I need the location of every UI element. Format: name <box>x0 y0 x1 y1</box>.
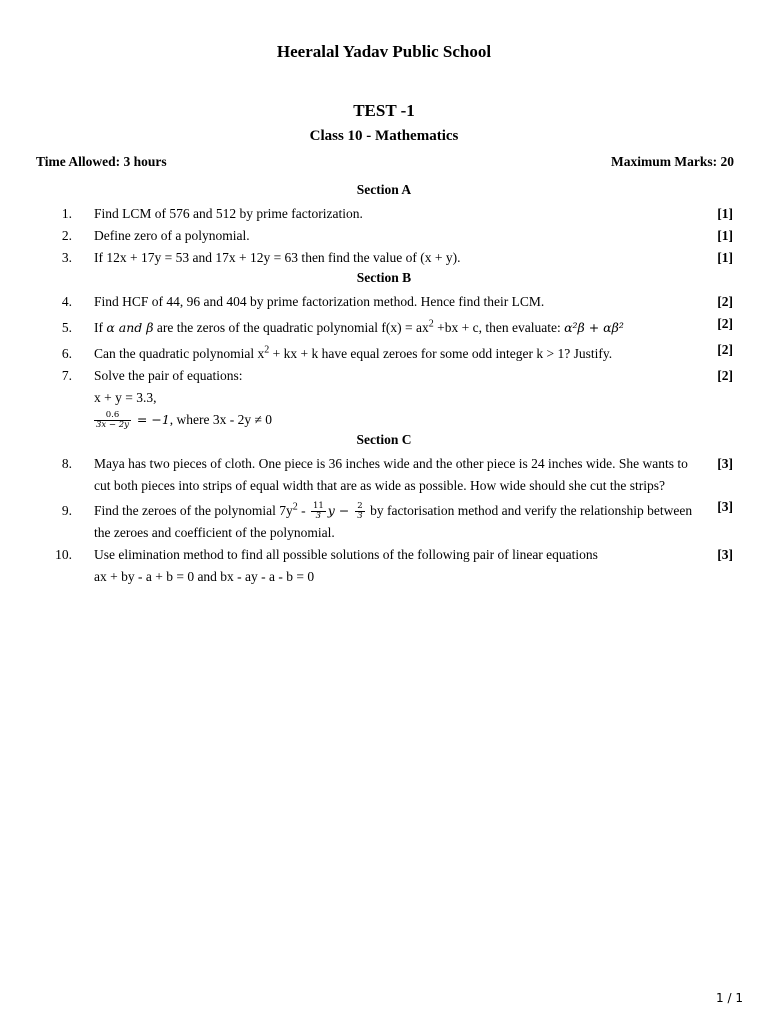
question-number: 1. <box>61 206 72 221</box>
class-subject: Class 10 - Mathematics <box>309 128 459 144</box>
maximum-marks: Maximum Marks: 20 <box>611 154 734 169</box>
question-text: Find HCF of 44, 96 and 404 by prime factorization method. Hence find their LCM. <box>94 294 545 309</box>
question-marks: [3] <box>717 456 733 471</box>
question-marks: [1] <box>717 228 733 243</box>
question-number: 9. <box>61 503 72 518</box>
question-5 <box>0 317 768 339</box>
question-3 <box>0 247 768 269</box>
question-text: If α and β are the zeros of the quadratic polynomial $f(x) = ax^2 +bx + c$, then evaluate: α²β + αβ² <box>94 318 624 335</box>
fraction: $\frac{2}{3}$ <box>357 501 363 522</box>
question-marks: [3] <box>717 499 733 514</box>
question-10 <box>0 544 768 588</box>
question-number: 2. <box>61 228 72 243</box>
alpha-beta-math: α and β <box>106 320 154 335</box>
question-marks: [2] <box>717 342 733 357</box>
question-number: 10. <box>55 547 72 562</box>
question-6 <box>0 343 768 365</box>
question-marks: [2] <box>717 316 733 331</box>
page-indicator: 1 / 1 <box>716 991 743 1005</box>
question-marks: [2] <box>717 368 733 383</box>
question-number: 3. <box>61 250 72 265</box>
question-4 <box>0 291 768 313</box>
test-title: TEST -1 <box>353 101 415 120</box>
question-marks: [1] <box>717 206 733 221</box>
question-number: 4. <box>61 294 72 309</box>
question-2 <box>0 225 768 247</box>
question-text: Find the zeroes of the polynomial $7y^2$ - $\frac{11}{3}$ y − $\frac{2}{3}$ by factorisation method and verify the relationship between the zeroes and coefficient of the polynomial. <box>94 501 693 540</box>
question-text: If 12x + 17y = 53 and 17x + 12y = 63 then find the value of (x + y). <box>94 250 461 265</box>
question-marks: [3] <box>717 547 733 562</box>
equation-2: $\frac{0.6}{3x - 2y}$ = −1, where 3x - 2y ≠ 0 <box>96 410 273 431</box>
question-marks: [1] <box>717 250 733 265</box>
question-number: 8. <box>61 456 72 471</box>
question-1 <box>0 203 768 225</box>
fraction: $\frac{11}{3}$ <box>312 501 324 522</box>
expression-math: α²β + αβ² <box>564 320 624 335</box>
time-allowed: Time Allowed: 3 hours <box>36 154 167 169</box>
section-a-heading: Section A <box>356 182 412 197</box>
question-number: 7. <box>61 368 72 383</box>
equation-1: x + y = 3.3, <box>94 390 157 405</box>
question-text: Can the quadratic polynomial $x^2$ + kx + k have equal zeroes for some odd integer k > 1? Justify. <box>94 344 613 361</box>
school-name: Heeralal Yadav Public School <box>276 42 492 61</box>
question-number: 6. <box>61 346 72 361</box>
question-text: Define zero of a polynomial. <box>94 228 250 243</box>
question-text: Maya has two pieces of cloth. One piece is 36 inches wide and the other piece is 24 inches wide. She wants to cut both pieces into strips of equal width that are as wide as possible. How wide should she cut the strips? <box>94 456 688 493</box>
question-9 <box>0 500 768 544</box>
fraction: $\frac{0.6}{3x - 2y}$ <box>96 410 129 431</box>
question-8 <box>0 453 768 497</box>
question-text: Use elimination method to find all possible solutions of the following pair of linear equations ax + by - a + b = 0 and bx - ay - a - b = 0 <box>94 544 706 588</box>
section-b-heading: Section B <box>356 270 412 285</box>
question-paper <box>0 181 768 588</box>
question-marks: [2] <box>717 294 733 309</box>
question-text: Find LCM of 576 and 512 by prime factorization. <box>94 206 363 221</box>
equations: ax + by - a + b = 0 and bx - ay - a - b = 0 <box>94 569 315 584</box>
section-c-heading: Section C <box>356 432 412 447</box>
question-7 <box>0 365 768 431</box>
question-number: 5. <box>61 320 72 335</box>
question-text: Solve the pair of equations: x + y = 3.3, $\frac{0.6}{3x - 2y}$ = −1, where 3x - 2y ≠ 0 <box>94 365 706 431</box>
